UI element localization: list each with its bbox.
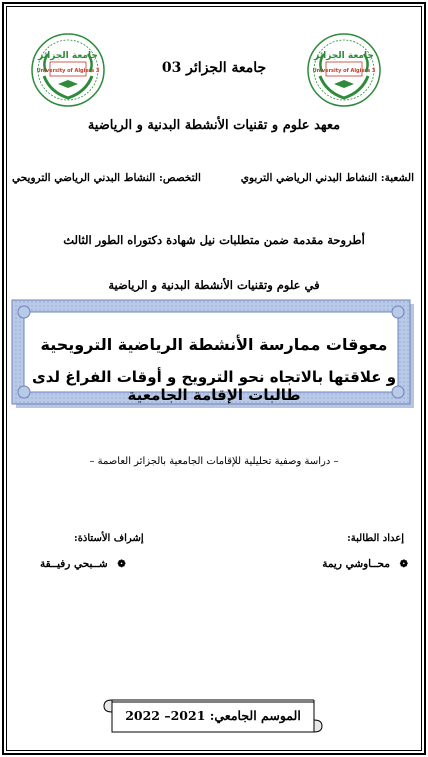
student-label: إعداد الطالبة: xyxy=(347,533,404,544)
branch-label: الشعبة: النشاط البدني الرياضي التربوي xyxy=(240,172,414,184)
logo-left-text: University of Algiers 3 xyxy=(36,68,100,74)
logo-right-text: University of Algiers 3 xyxy=(312,68,376,74)
flower-bullet-icon: ❁ xyxy=(399,559,408,570)
flower-bullet-icon: ❁ xyxy=(117,559,126,570)
thesis-subtitle: – دراسة وصفية تحليلية للإقامات الجامعية بالجزائر العاصمة – xyxy=(89,456,339,467)
institute-name: معهد علوم و تقنيات الأنشطة البدنية و الرياضية xyxy=(87,118,341,133)
thesis-field: في علوم وتقنيات الأنشطة البدنية و الرياضية xyxy=(108,278,320,292)
thesis-title-line2: و علاقتها بالاتجاه نحو الترويح و أوقات الفراغ لدى طالبات الإقامة الجامعية xyxy=(31,368,397,404)
supervisor-name-row xyxy=(40,558,126,570)
specialty-label: التخصص: النشاط البدني الرياضي الترويحي xyxy=(12,172,201,184)
university-name: جامعة الجزائر 03 xyxy=(161,60,267,76)
academic-season: الموسم الجامعي: 2021– 2022 xyxy=(125,708,301,723)
university-logo-right xyxy=(306,32,382,108)
student-name-row xyxy=(322,558,408,570)
supervisor-label: إشراف الأستاذة: xyxy=(74,533,144,544)
thesis-title-line1: معوقات ممارسة الأنشطة الرياضية الترويحية xyxy=(40,335,388,354)
svg-text:جامعة الجزائر: جامعة الجزائر xyxy=(314,51,374,61)
student-name: محــاوشي ريمة xyxy=(322,558,390,570)
supervisor-name: شــبحي رفيــقة xyxy=(40,558,108,570)
svg-text:جامعة الجزائر: جامعة الجزائر xyxy=(38,51,98,61)
thesis-type: أطروحة مقدمة ضمن متطلبات نيل شهادة دكتوراه الطور الثالث xyxy=(63,233,365,247)
university-logo-left xyxy=(30,32,106,108)
